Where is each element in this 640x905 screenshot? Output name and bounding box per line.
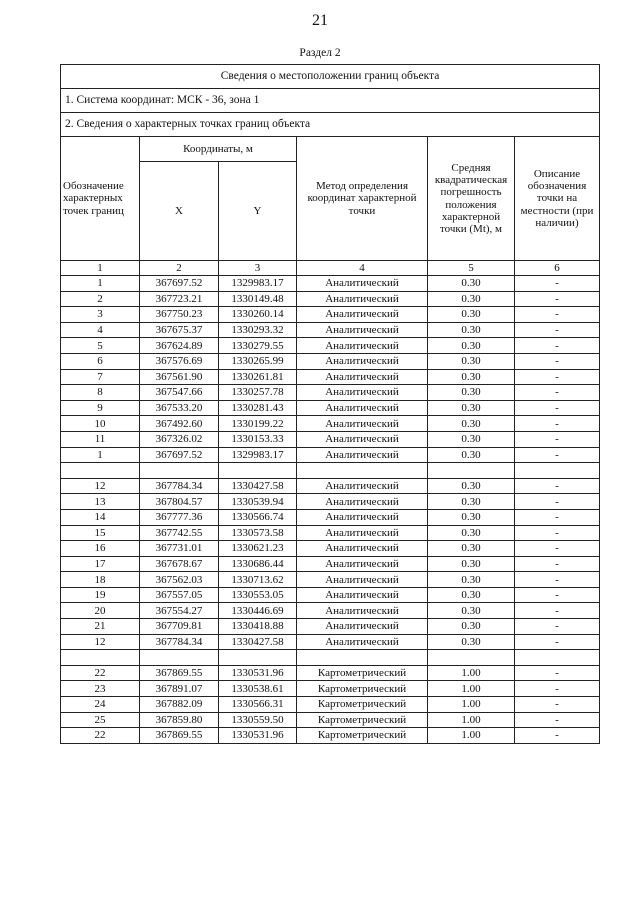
header-description: Описание обозначения точки на местности (при наличии): [515, 137, 600, 261]
header-x: X: [140, 162, 219, 261]
point-number: 1: [61, 276, 140, 292]
description: -: [515, 369, 600, 385]
table-row: [61, 431, 600, 447]
column-number: 3: [219, 261, 297, 276]
error-value: 0.30: [428, 353, 515, 369]
point-number: 5: [61, 338, 140, 354]
table-row: [61, 322, 600, 338]
description: -: [515, 416, 600, 432]
coord-y: 1330281.43: [219, 400, 297, 416]
point-number: 6: [61, 353, 140, 369]
point-number: 25: [61, 712, 140, 728]
method: Аналитический: [297, 494, 428, 510]
method: Аналитический: [297, 572, 428, 588]
coord-x: 367557.05: [140, 587, 219, 603]
error-value: 0.30: [428, 603, 515, 619]
coord-y: 1330293.32: [219, 322, 297, 338]
column-number: 4: [297, 261, 428, 276]
error-value: 0.30: [428, 447, 515, 463]
error-value: 1.00: [428, 728, 515, 744]
coord-y: 1330573.58: [219, 525, 297, 541]
coord-x: 367562.03: [140, 572, 219, 588]
coord-x: 367859.80: [140, 712, 219, 728]
coord-y: 1330279.55: [219, 338, 297, 354]
description: -: [515, 322, 600, 338]
coord-y: 1330153.33: [219, 431, 297, 447]
error-value: 0.30: [428, 322, 515, 338]
coord-y: 1330260.14: [219, 307, 297, 323]
coord-x: 367777.36: [140, 509, 219, 525]
coord-y: [219, 650, 297, 666]
error-value: 0.30: [428, 478, 515, 494]
point-number: 17: [61, 556, 140, 572]
point-number: 16: [61, 541, 140, 557]
header-coordinates: Координаты, м: [140, 137, 297, 162]
coord-y: 1330427.58: [219, 478, 297, 494]
description: -: [515, 525, 600, 541]
table-row: [61, 728, 600, 744]
method: Аналитический: [297, 416, 428, 432]
method: [297, 463, 428, 479]
error-value: 1.00: [428, 697, 515, 713]
page-number: 21: [312, 12, 328, 29]
method: Аналитический: [297, 447, 428, 463]
method: Аналитический: [297, 603, 428, 619]
table-row: [61, 353, 600, 369]
description: -: [515, 431, 600, 447]
table-row: [61, 276, 600, 292]
error-value: 0.30: [428, 431, 515, 447]
error-value: [428, 463, 515, 479]
method: Аналитический: [297, 587, 428, 603]
description: [515, 650, 600, 666]
coord-x: 367678.67: [140, 556, 219, 572]
coord-x: 367326.02: [140, 431, 219, 447]
point-number: 4: [61, 322, 140, 338]
description: -: [515, 712, 600, 728]
points-heading-row: 2. Сведения о характерных точках границ объекта: [61, 113, 600, 137]
coord-y: 1330559.50: [219, 712, 297, 728]
point-number: 1: [61, 447, 140, 463]
method: Аналитический: [297, 307, 428, 323]
point-number: 13: [61, 494, 140, 510]
error-value: 0.30: [428, 525, 515, 541]
error-value: 0.30: [428, 494, 515, 510]
column-number-row: [61, 261, 600, 276]
error-value: 0.30: [428, 509, 515, 525]
section-title: Раздел 2: [299, 47, 341, 59]
table-row: [61, 619, 600, 635]
coord-x: 367492.60: [140, 416, 219, 432]
table-row: [61, 478, 600, 494]
coord-x: 367784.34: [140, 478, 219, 494]
error-value: [428, 650, 515, 666]
table-row: [61, 681, 600, 697]
coord-x: 367869.55: [140, 665, 219, 681]
coord-y: 1330539.94: [219, 494, 297, 510]
coord-y: 1330257.78: [219, 385, 297, 401]
error-value: 1.00: [428, 712, 515, 728]
error-value: 1.00: [428, 665, 515, 681]
coord-x: [140, 650, 219, 666]
column-number: 1: [61, 261, 140, 276]
point-number: 3: [61, 307, 140, 323]
point-number: 8: [61, 385, 140, 401]
method: Аналитический: [297, 634, 428, 650]
error-value: 0.30: [428, 541, 515, 557]
description: -: [515, 572, 600, 588]
coord-y: 1330446.69: [219, 603, 297, 619]
coord-x: 367554.27: [140, 603, 219, 619]
point-number: 18: [61, 572, 140, 588]
table-row: [61, 338, 600, 354]
coord-y: 1329983.17: [219, 276, 297, 292]
description: -: [515, 587, 600, 603]
error-value: 0.30: [428, 556, 515, 572]
coord-y: 1330261.81: [219, 369, 297, 385]
error-value: 0.30: [428, 634, 515, 650]
description: -: [515, 494, 600, 510]
description: -: [515, 665, 600, 681]
error-value: 0.30: [428, 619, 515, 635]
coord-y: 1330686.44: [219, 556, 297, 572]
coord-x: 367675.37: [140, 322, 219, 338]
point-number: [61, 650, 140, 666]
error-value: 0.30: [428, 400, 515, 416]
method: Аналитический: [297, 556, 428, 572]
description: -: [515, 681, 600, 697]
description: -: [515, 447, 600, 463]
coord-x: 367533.20: [140, 400, 219, 416]
point-number: 11: [61, 431, 140, 447]
coord-x: 367624.89: [140, 338, 219, 354]
table-row: [61, 712, 600, 728]
table-row: [61, 307, 600, 323]
table-row: [61, 369, 600, 385]
coord-y: 1329983.17: [219, 447, 297, 463]
point-number: 12: [61, 478, 140, 494]
description: -: [515, 276, 600, 292]
method: Аналитический: [297, 431, 428, 447]
table-row: [61, 494, 600, 510]
method: Аналитический: [297, 478, 428, 494]
coord-y: 1330538.61: [219, 681, 297, 697]
coord-y: 1330566.74: [219, 509, 297, 525]
coord-x: 367697.52: [140, 447, 219, 463]
table-row: [61, 572, 600, 588]
coord-y: 1330621.23: [219, 541, 297, 557]
boundary-points-table: [60, 64, 600, 744]
table-row: [61, 525, 600, 541]
error-value: 0.30: [428, 416, 515, 432]
header-error: Средняя квадратическая погрешность положения характерной точки (Mt), м: [428, 137, 515, 261]
method: Аналитический: [297, 509, 428, 525]
description: -: [515, 353, 600, 369]
header-y: Y: [219, 162, 297, 261]
column-number: 2: [140, 261, 219, 276]
column-number: 5: [428, 261, 515, 276]
table-spacer-row: [61, 463, 600, 479]
point-number: 9: [61, 400, 140, 416]
coordinate-system-row: 1. Система координат: МСК - 36, зона 1: [61, 89, 600, 113]
method: Картометрический: [297, 665, 428, 681]
description: -: [515, 291, 600, 307]
coord-y: 1330427.58: [219, 634, 297, 650]
method: Картометрический: [297, 697, 428, 713]
method: Картометрический: [297, 681, 428, 697]
table-body: [61, 276, 600, 744]
table-row: [61, 634, 600, 650]
table-spacer-row: [61, 650, 600, 666]
coord-x: [140, 463, 219, 479]
method: Картометрический: [297, 728, 428, 744]
description: -: [515, 385, 600, 401]
coord-y: 1330553.05: [219, 587, 297, 603]
point-number: 10: [61, 416, 140, 432]
table-row: [61, 556, 600, 572]
error-value: 0.30: [428, 291, 515, 307]
point-number: 23: [61, 681, 140, 697]
description: -: [515, 338, 600, 354]
coord-x: 367547.66: [140, 385, 219, 401]
error-value: 1.00: [428, 681, 515, 697]
coord-y: 1330265.99: [219, 353, 297, 369]
method: Аналитический: [297, 322, 428, 338]
point-number: 2: [61, 291, 140, 307]
coord-y: [219, 463, 297, 479]
point-number: 12: [61, 634, 140, 650]
method: Аналитический: [297, 525, 428, 541]
coord-y: 1330713.62: [219, 572, 297, 588]
method: Аналитический: [297, 541, 428, 557]
description: -: [515, 478, 600, 494]
table-row: [61, 697, 600, 713]
coord-x: 367784.34: [140, 634, 219, 650]
error-value: 0.30: [428, 276, 515, 292]
point-number: 22: [61, 665, 140, 681]
coord-x: 367697.52: [140, 276, 219, 292]
point-number: 21: [61, 619, 140, 635]
coord-x: 367561.90: [140, 369, 219, 385]
point-number: 20: [61, 603, 140, 619]
table-row: [61, 291, 600, 307]
table-row: [61, 385, 600, 401]
description: -: [515, 697, 600, 713]
description: -: [515, 307, 600, 323]
error-value: 0.30: [428, 587, 515, 603]
table-row: [61, 587, 600, 603]
description: -: [515, 509, 600, 525]
coord-x: 367804.57: [140, 494, 219, 510]
table-row: [61, 603, 600, 619]
method: Картометрический: [297, 712, 428, 728]
coord-y: 1330531.96: [219, 665, 297, 681]
point-number: 24: [61, 697, 140, 713]
header-designation: Обозначение характерных точек границ: [61, 137, 140, 261]
error-value: 0.30: [428, 307, 515, 323]
point-number: 14: [61, 509, 140, 525]
description: -: [515, 728, 600, 744]
table-row: [61, 416, 600, 432]
description: -: [515, 603, 600, 619]
coord-x: 367576.69: [140, 353, 219, 369]
error-value: 0.30: [428, 385, 515, 401]
table-row: [61, 541, 600, 557]
description: -: [515, 634, 600, 650]
coord-x: 367742.55: [140, 525, 219, 541]
coord-x: 367891.07: [140, 681, 219, 697]
coord-x: 367750.23: [140, 307, 219, 323]
description: [515, 463, 600, 479]
point-number: 19: [61, 587, 140, 603]
description: -: [515, 619, 600, 635]
column-number: 6: [515, 261, 600, 276]
method: Аналитический: [297, 291, 428, 307]
table-row: [61, 509, 600, 525]
point-number: 7: [61, 369, 140, 385]
method: Аналитический: [297, 385, 428, 401]
method: Аналитический: [297, 338, 428, 354]
coord-x: 367882.09: [140, 697, 219, 713]
coord-x: 367869.55: [140, 728, 219, 744]
method: Аналитический: [297, 400, 428, 416]
header-method: Метод определения координат характерной точки: [297, 137, 428, 261]
table-row: [61, 447, 600, 463]
method: Аналитический: [297, 369, 428, 385]
table-row: [61, 665, 600, 681]
error-value: 0.30: [428, 572, 515, 588]
description: -: [515, 400, 600, 416]
error-value: 0.30: [428, 369, 515, 385]
coord-y: 1330531.96: [219, 728, 297, 744]
method: [297, 650, 428, 666]
method: Аналитический: [297, 619, 428, 635]
coord-y: 1330418.88: [219, 619, 297, 635]
description: -: [515, 556, 600, 572]
coord-y: 1330566.31: [219, 697, 297, 713]
method: Аналитический: [297, 353, 428, 369]
table-row: [61, 400, 600, 416]
description: -: [515, 541, 600, 557]
table-title: Сведения о местоположении границ объекта: [61, 65, 600, 89]
method: Аналитический: [297, 276, 428, 292]
error-value: 0.30: [428, 338, 515, 354]
coord-x: 367731.01: [140, 541, 219, 557]
point-number: 22: [61, 728, 140, 744]
coord-y: 1330149.48: [219, 291, 297, 307]
point-number: 15: [61, 525, 140, 541]
coord-x: 367709.81: [140, 619, 219, 635]
coord-x: 367723.21: [140, 291, 219, 307]
coord-y: 1330199.22: [219, 416, 297, 432]
point-number: [61, 463, 140, 479]
